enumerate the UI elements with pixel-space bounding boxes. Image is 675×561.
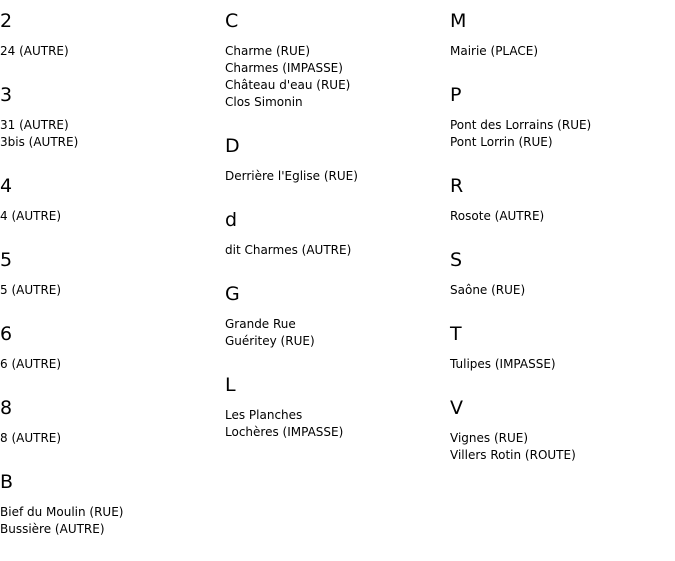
- letter-heading: G: [225, 283, 240, 305]
- street-item[interactable]: Tulipes (IMPASSE): [450, 357, 556, 371]
- letter-heading: 6: [0, 323, 13, 345]
- letter-heading: V: [450, 397, 463, 419]
- letter-group: [0, 396, 220, 470]
- street-list: [225, 242, 445, 259]
- letter-group: [225, 373, 445, 464]
- street-list: [450, 117, 670, 151]
- street-list: [450, 43, 670, 60]
- group-spacer: [225, 441, 445, 464]
- letter-group: [225, 282, 445, 373]
- letter-group: [450, 322, 670, 396]
- letter-group: [225, 134, 445, 208]
- group-spacer: [0, 447, 220, 470]
- letter-group: [0, 322, 220, 396]
- street-list: [450, 208, 670, 225]
- street-item[interactable]: Bief du Moulin (RUE): [0, 505, 124, 519]
- street-item[interactable]: Rosote (AUTRE): [450, 209, 545, 223]
- group-spacer: [0, 60, 220, 83]
- street-item[interactable]: Les Planches: [225, 408, 303, 422]
- group-spacer: [225, 111, 445, 134]
- street-item[interactable]: 31 (AUTRE): [0, 118, 69, 132]
- group-spacer: [450, 464, 670, 487]
- street-item[interactable]: Saône (RUE): [450, 283, 526, 297]
- street-item[interactable]: Vignes (RUE): [450, 431, 529, 445]
- letter-heading: C: [225, 10, 239, 32]
- group-spacer: [450, 151, 670, 174]
- group-spacer: [450, 373, 670, 396]
- street-list: [450, 430, 670, 464]
- letter-heading: D: [225, 135, 240, 157]
- group-spacer: [225, 350, 445, 373]
- street-list: [0, 282, 220, 299]
- street-item[interactable]: 6 (AUTRE): [0, 357, 62, 371]
- street-item[interactable]: 3bis (AUTRE): [0, 135, 79, 149]
- street-item[interactable]: Villers Rotin (ROUTE): [450, 448, 576, 462]
- street-item[interactable]: Mairie (PLACE): [450, 44, 539, 58]
- street-list: [0, 356, 220, 373]
- letter-group: [0, 9, 220, 83]
- street-item[interactable]: Charme (RUE): [225, 44, 311, 58]
- letter-heading: S: [450, 249, 463, 271]
- letter-heading: L: [225, 374, 236, 396]
- index-column: [0, 9, 220, 561]
- street-item[interactable]: 4 (AUTRE): [0, 209, 62, 223]
- street-item[interactable]: Pont des Lorrains (RUE): [450, 118, 592, 132]
- letter-group: [225, 208, 445, 282]
- street-list: [225, 407, 445, 441]
- index-column: [450, 9, 670, 487]
- street-item[interactable]: Lochères (IMPASSE): [225, 425, 344, 439]
- letter-heading: 4: [0, 175, 13, 197]
- letter-heading: T: [450, 323, 462, 345]
- letter-group: [450, 248, 670, 322]
- street-list: [0, 208, 220, 225]
- group-spacer: [0, 299, 220, 322]
- letter-heading: M: [450, 10, 467, 32]
- letter-group: [450, 174, 670, 248]
- letter-group: [0, 174, 220, 248]
- group-spacer: [0, 373, 220, 396]
- street-item[interactable]: Château d'eau (RUE): [225, 78, 351, 92]
- street-item[interactable]: 8 (AUTRE): [0, 431, 62, 445]
- street-list: [450, 282, 670, 299]
- letter-group: [0, 470, 220, 561]
- letter-group: [0, 248, 220, 322]
- letter-heading: P: [450, 84, 462, 106]
- group-spacer: [0, 225, 220, 248]
- street-list: [225, 316, 445, 350]
- letter-heading: d: [225, 209, 238, 231]
- street-item[interactable]: Charmes (IMPASSE): [225, 61, 343, 75]
- letter-heading: R: [450, 175, 464, 197]
- letter-group: [0, 83, 220, 174]
- letter-heading: 5: [0, 249, 13, 271]
- street-item[interactable]: 5 (AUTRE): [0, 283, 62, 297]
- group-spacer: [225, 185, 445, 208]
- group-spacer: [0, 538, 220, 561]
- street-list: [0, 117, 220, 151]
- index-column: [225, 9, 445, 464]
- street-item[interactable]: Derrière l'Eglise (RUE): [225, 169, 358, 183]
- street-list: [0, 504, 220, 538]
- street-list: [450, 356, 670, 373]
- group-spacer: [0, 151, 220, 174]
- letter-group: [450, 83, 670, 174]
- letter-group: [450, 9, 670, 83]
- letter-heading: 8: [0, 397, 13, 419]
- group-spacer: [450, 299, 670, 322]
- street-item[interactable]: Bussière (AUTRE): [0, 522, 105, 536]
- letter-heading: 2: [0, 10, 13, 32]
- street-item[interactable]: Pont Lorrin (RUE): [450, 135, 553, 149]
- letter-heading: B: [0, 471, 14, 493]
- street-item[interactable]: dit Charmes (AUTRE): [225, 243, 352, 257]
- street-list: [0, 43, 220, 60]
- group-spacer: [450, 225, 670, 248]
- letter-heading: 3: [0, 84, 13, 106]
- street-item[interactable]: Guéritey (RUE): [225, 334, 315, 348]
- letter-group: [225, 9, 445, 134]
- street-item[interactable]: Grande Rue: [225, 317, 296, 331]
- street-list: [225, 43, 445, 111]
- group-spacer: [225, 259, 445, 282]
- street-list: [0, 430, 220, 447]
- street-item[interactable]: Clos Simonin: [225, 95, 303, 109]
- street-list: [225, 168, 445, 185]
- street-item[interactable]: 24 (AUTRE): [0, 44, 69, 58]
- letter-group: [450, 396, 670, 487]
- group-spacer: [450, 60, 670, 83]
